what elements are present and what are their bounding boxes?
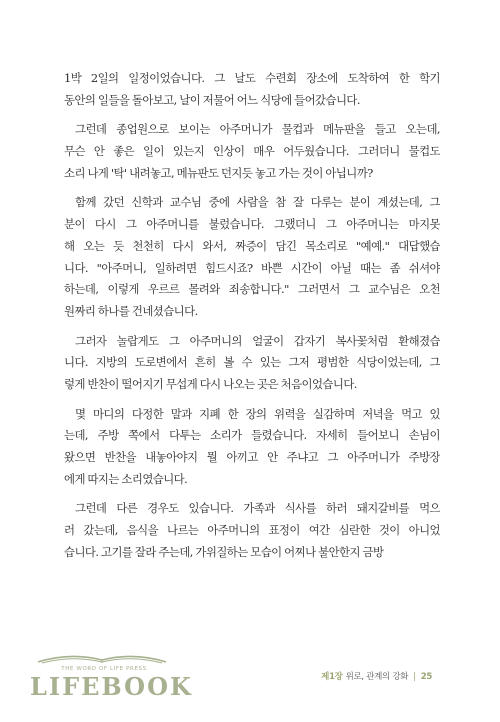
- paragraph-gap: [64, 184, 440, 192]
- body-text: [64, 68, 440, 563]
- text-line: 몇 마디의 다정한 말과 지폐 한 장의 위력을 실감하며 저녁을 먹고 있: [75, 406, 440, 421]
- paragraph-gap: [64, 396, 440, 404]
- text-line: 는데, 주방 쪽에서 다투는 소리가 들렸습니다. 자세히 들어보니 손님이: [64, 428, 440, 443]
- publisher-name: LIFEBOOK: [30, 672, 193, 701]
- publisher-logo: [30, 650, 193, 702]
- publisher-subtitle: THE WORD OF LIFE PRESS: [61, 666, 147, 672]
- text-line: 해 오는 듯 천천히 다시 와서, 짜증이 담긴 목소리로 "예예." 대답했습: [64, 238, 440, 253]
- text-line: 원짜리 하나를 건네셨습니다.: [64, 303, 198, 318]
- text-line: 왔으면 반찬을 내놓아야지 뭘 아끼고 안 주냐고 그 아주머니가 주방장: [64, 450, 440, 464]
- chapter-title: 위로, 관계의 강화: [345, 672, 409, 682]
- text-line: 무슨 안 좋은 일이 있는지 인상이 매우 어두웠습니다. 그러더니 물컵도: [64, 144, 440, 159]
- text-line: 1박 2일의 일정이었습니다. 그 날도 수련회 장소에 도착하여 한 학기: [64, 71, 440, 85]
- text-line: 동안의 일들을 돌아보고, 날이 저물어 어느 식당에 들어갔습니다.: [64, 92, 360, 107]
- running-footer: [321, 670, 432, 682]
- text-line: 그런데 종업원으로 보이는 아주머니가 물컵과 메뉴판을 들고 오는데,: [75, 122, 440, 137]
- paragraph-gap: [64, 490, 440, 498]
- text-line: 렇게 반찬이 떨어지기 무섭게 다시 나오는 곳은 처음이었습니다.: [64, 376, 357, 391]
- footer-separator: |: [413, 672, 416, 682]
- open-book-icon: [36, 650, 168, 664]
- text-line: 러 갔는데, 음식을 나르는 아주머니의 표정이 여간 심란한 것이 아니었: [64, 523, 440, 538]
- text-line: 니다. 지방의 도로변에서 흔히 볼 수 있는 그저 평범한 식당이었는데, 그: [64, 355, 440, 370]
- chapter-label: 제1장: [321, 672, 343, 682]
- text-line: 습니다. 고기를 잘라 주는데, 가위질하는 모습이 어찌나 불안한지 금방: [64, 544, 384, 559]
- text-line: 하는데, 이렇게 우르르 몰려와 죄송합니다." 그러면서 그 교수님은 오천: [64, 282, 440, 297]
- paragraph-gap: [64, 111, 440, 119]
- text-line: 그런데 다른 경우도 있습니다. 가족과 식사를 하러 돼지갈비를 먹으: [75, 501, 440, 516]
- text-line: 함께 갔던 신학과 교수님 중에 사람을 참 잘 다루는 분이 계셨는데, 그: [75, 195, 440, 210]
- text-line: 분이 다시 그 아주머니를 불렀습니다. 그랬더니 그 아주머니는 마지못: [64, 217, 440, 232]
- page-number: 25: [420, 672, 432, 682]
- paragraph-gap: [64, 323, 440, 331]
- text-line: 그러자 놀랍게도 그 아주머니의 얼굴이 갑자기 복사꽃처럼 환해졌습: [75, 333, 440, 348]
- text-line: 니다. "아주머니, 일하려면 힘드시죠? 바쁜 시간이 아닐 때는 좀 쉬셔야: [64, 260, 440, 275]
- text-line: 소리 나게 '탁' 내려놓고, 메뉴판도 던지듯 놓고 가는 것이 아닙니까?: [64, 165, 373, 180]
- text-line: 에게 따지는 소리였습니다.: [64, 471, 188, 486]
